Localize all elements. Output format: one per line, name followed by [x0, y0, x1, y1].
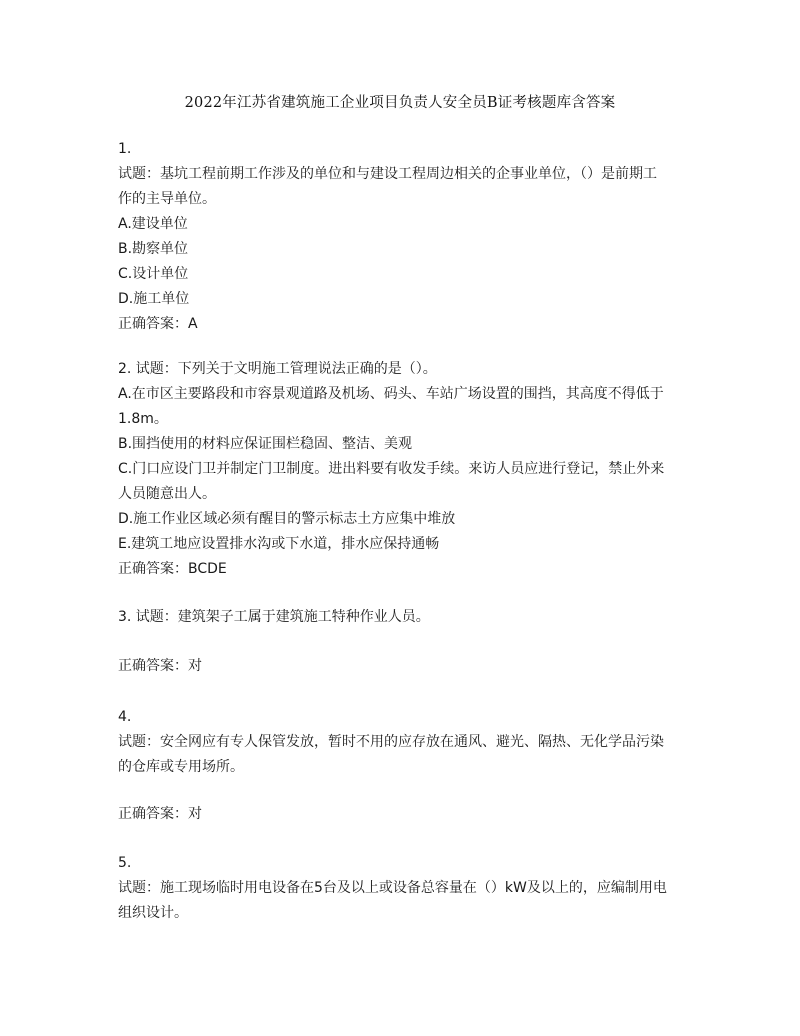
question-3-stem: 3. 试题：建筑架子工属于建筑施工特种作业人员。 — [118, 609, 430, 625]
question-2-option-d: D.施工作业区域必须有醒目的警示标志土方应集中堆放 — [118, 511, 456, 527]
document-title: 2022年江苏省建筑施工企业项目负责人安全员B证考核题库含答案 — [184, 95, 616, 111]
question-1-stem-line-1: 试题：基坑工程前期工作涉及的单位和与建设工程周边相关的企事业单位，（）是前期工 — [118, 166, 657, 182]
question-2-stem: 2. 试题：下列关于文明施工管理说法正确的是（）。 — [118, 361, 437, 377]
question-1-option-c: C.设计单位 — [118, 266, 189, 282]
question-1-option-d: D.施工单位 — [118, 291, 190, 307]
question-5-stem-line-2: 组织设计。 — [118, 905, 188, 921]
question-5-stem-line-1: 试题：施工现场临时用电设备在5台及以上或设备总容量在（）kW及以上的，应编制用电 — [118, 880, 667, 896]
question-4-stem-line-1: 试题：安全网应有专人保管发放，暂时不用的应存放在通风、避光、隔热、无化学品污染 — [118, 734, 664, 750]
question-2-option-b: B.围挡使用的材料应保证围栏稳固、整洁、美观 — [118, 436, 413, 452]
question-1-option-b: B.勘察单位 — [118, 241, 189, 257]
question-1-stem-line-2: 作的主导单位。 — [118, 191, 216, 207]
question-2-option-a-line-1: A.在市区主要路段和市容景观道路及机场、码头、车站广场设置的围挡，其高度不得低于 — [118, 386, 664, 402]
question-2-answer: 正确答案：BCDE — [118, 561, 227, 577]
question-1-option-a: A.建设单位 — [118, 216, 188, 232]
question-3-answer: 正确答案：对 — [118, 658, 202, 674]
question-2-option-c-line-1: C.门口应设门卫并制定门卫制度。进出料要有收发手续。来访人员应进行登记，禁止外来 — [118, 461, 665, 477]
question-2-option-c-line-2: 人员随意出人。 — [118, 486, 216, 502]
question-5-number: 5. — [118, 855, 132, 871]
question-2-option-a-line-2: 1.8m。 — [118, 411, 168, 427]
question-2-option-e: E.建筑工地应设置排水沟或下水道，排水应保持通畅 — [118, 536, 440, 552]
question-1-answer: 正确答案：A — [118, 316, 198, 332]
question-1-number: 1. — [118, 141, 132, 157]
question-4-number: 4. — [118, 709, 132, 725]
question-4-stem-line-2: 的仓库或专用场所。 — [118, 759, 244, 775]
question-4-answer: 正确答案：对 — [118, 806, 202, 822]
